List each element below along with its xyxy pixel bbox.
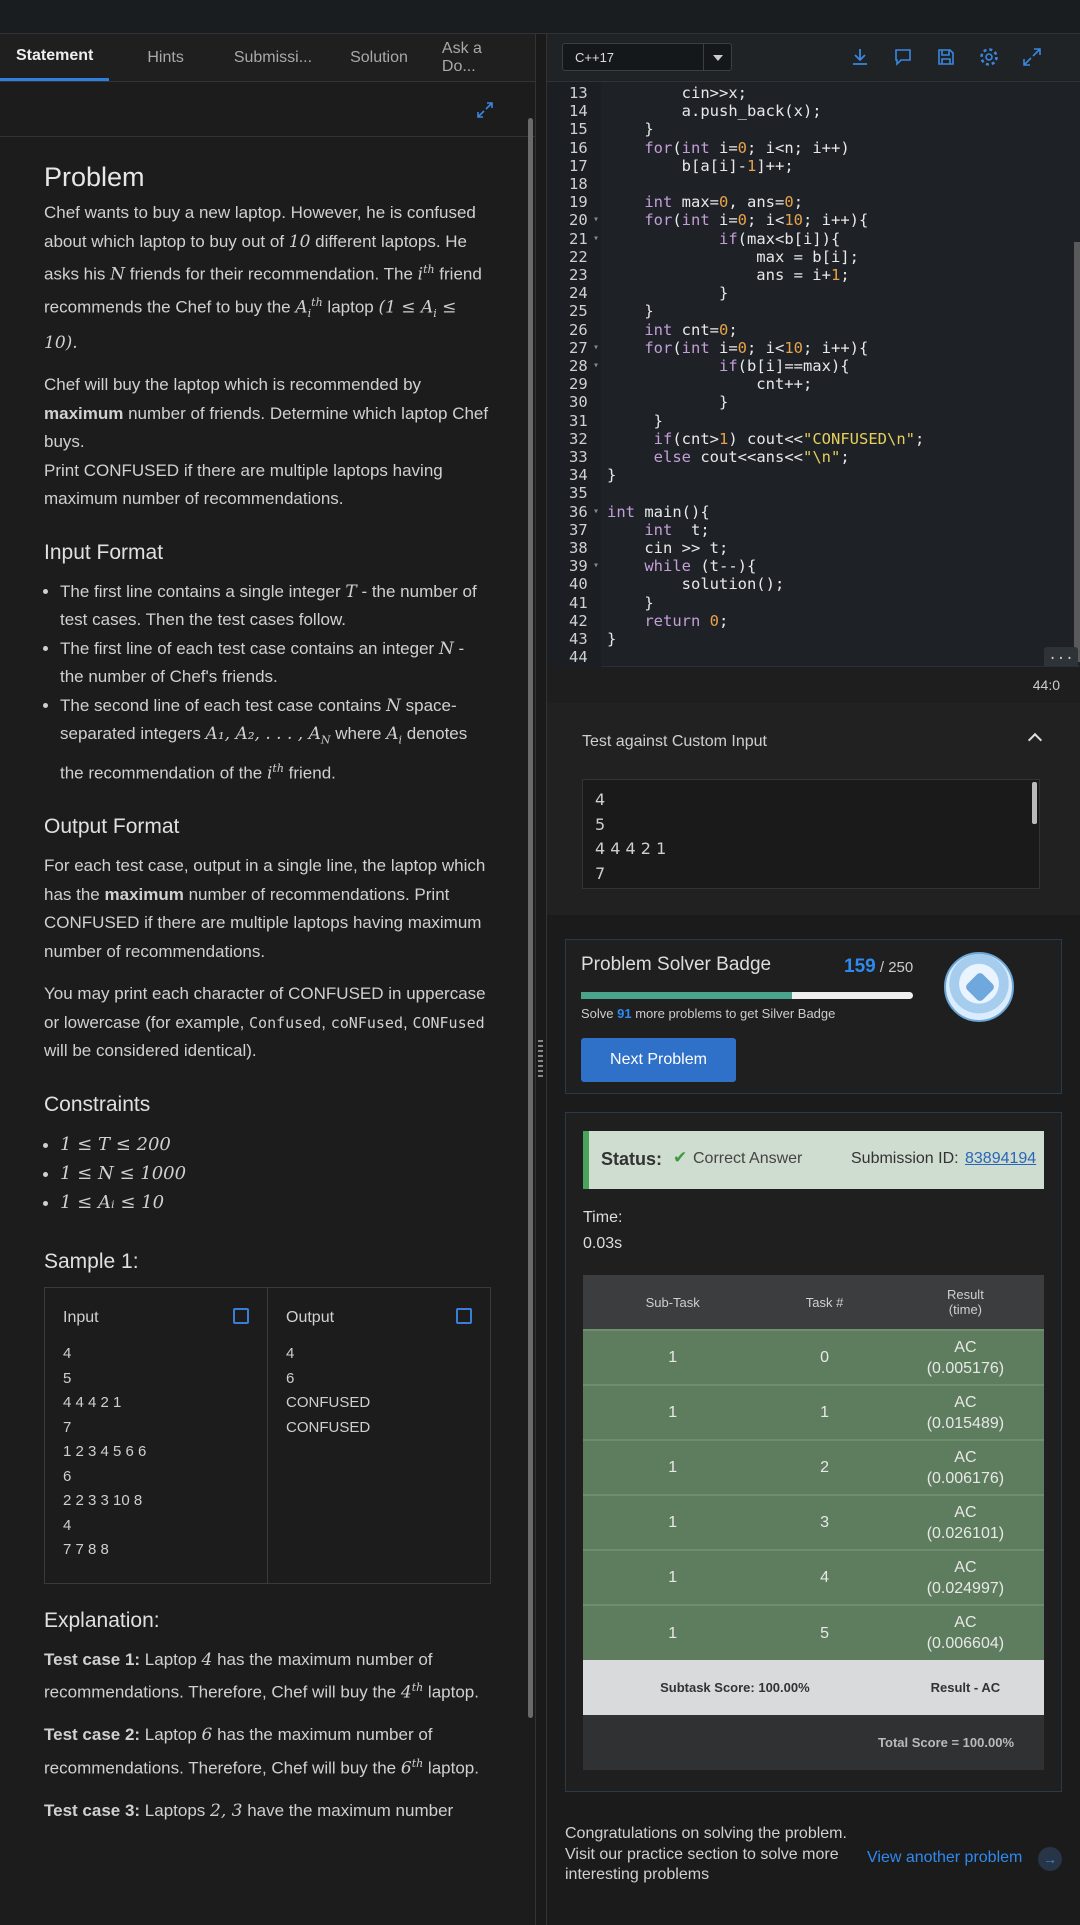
code-text: if(max<b[i]){ xyxy=(718,229,841,248)
code-text: } xyxy=(607,284,729,303)
result-cell: AC (0.006604) xyxy=(887,1605,1044,1660)
check-icon: ✔ xyxy=(673,1148,688,1167)
constraints-title: Constraints xyxy=(44,1092,151,1116)
result-table xyxy=(583,1275,1044,1770)
line-number: 28 xyxy=(569,357,588,375)
status-value: Correct Answer xyxy=(693,1150,803,1167)
code-text: } xyxy=(607,593,654,612)
line-number: 17 xyxy=(569,156,588,175)
line-number: 35 xyxy=(569,484,588,503)
code-text: for(int i=0; i<n; i++) xyxy=(644,138,850,157)
line-number: 38 xyxy=(569,539,588,557)
code-text: b[a[i]-1]++; xyxy=(607,156,794,175)
task-cell: 5 xyxy=(762,1605,886,1660)
line-number: 41 xyxy=(569,593,588,612)
result-cell: AC (0.026101) xyxy=(887,1495,1044,1550)
badge-progress-fill xyxy=(581,992,792,999)
tab-ask-doubt[interactable]: Ask a Do... xyxy=(441,39,482,75)
badge-hint: Solve 91 more problems to get Silver Badge xyxy=(581,1006,836,1021)
list-item: • 1 ≤ T ≤ 200 xyxy=(60,1130,491,1159)
list-item: • The first line contains a single integer T - the number of test cases. Then the test cases follow. xyxy=(60,578,491,635)
drag-handle-icon[interactable] xyxy=(538,1040,543,1080)
copy-output-icon[interactable] xyxy=(456,1308,472,1324)
input-format-title: Input Format xyxy=(44,540,164,564)
time-label: Time: xyxy=(583,1209,623,1226)
status-label: Status: xyxy=(601,1149,663,1169)
table-row xyxy=(583,1495,1044,1550)
sample-input-line: 5 xyxy=(63,1369,72,1387)
next-problem-button[interactable]: Next Problem xyxy=(581,1038,736,1082)
top-bar xyxy=(0,0,1080,34)
line-number: 43 xyxy=(569,630,588,648)
subtask-cell: 1 xyxy=(583,1605,762,1660)
subtask-cell: 1 xyxy=(583,1330,762,1385)
language-select[interactable] xyxy=(562,43,732,71)
subtask-cell: 1 xyxy=(583,1440,762,1495)
code-text: cnt++; xyxy=(607,375,813,394)
header-task: Task # xyxy=(762,1275,886,1330)
custom-input-line: 5 xyxy=(595,814,606,834)
code-text: } xyxy=(607,411,663,430)
table-row xyxy=(583,1550,1044,1605)
code-text: cin>>x; xyxy=(607,84,747,102)
line-number: 26 xyxy=(569,320,588,339)
result-cell: AC (0.006176) xyxy=(887,1440,1044,1495)
code-text: for(int i=0; i<10; i++){ xyxy=(644,338,869,357)
sample-input-line: 4 xyxy=(63,1345,72,1363)
custom-input-field[interactable] xyxy=(582,779,1040,889)
chevron-down-icon xyxy=(703,44,731,70)
code-text: } xyxy=(607,466,617,485)
problem-statement xyxy=(0,137,535,1826)
time-value: 0.03s xyxy=(583,1235,623,1252)
table-row xyxy=(583,1605,1044,1660)
line-number: 19 xyxy=(569,193,588,212)
line-number: 21 xyxy=(569,229,588,248)
line-number: 29 xyxy=(569,375,588,394)
code-text: } xyxy=(607,393,729,412)
line-number: 32 xyxy=(569,429,588,448)
custom-input-line: 4 xyxy=(595,790,606,809)
sample-input-line: 4 xyxy=(63,1516,72,1534)
line-number: 39 xyxy=(569,557,588,576)
cursor-position-bar xyxy=(547,667,1080,703)
status-bar xyxy=(583,1131,1044,1189)
statement-scrollbar[interactable] xyxy=(528,118,533,1718)
code-text: cin >> t; xyxy=(607,539,729,557)
save-icon[interactable] xyxy=(935,46,957,68)
sample-output-line: 4 xyxy=(286,1345,295,1363)
custom-input-line: 7 xyxy=(595,863,606,883)
subtask-cell: 1 xyxy=(583,1495,762,1550)
task-cell: 4 xyxy=(762,1550,886,1605)
custom-input-title[interactable]: Test against Custom Input xyxy=(582,733,767,750)
fold-arrow-icon[interactable]: ▾ xyxy=(593,214,600,226)
tab-hints[interactable]: Hints xyxy=(147,48,184,66)
line-number: 36 xyxy=(569,502,588,521)
line-number: 22 xyxy=(569,247,588,266)
code-text: a.push_back(x); xyxy=(607,102,822,121)
task-cell: 1 xyxy=(762,1385,886,1440)
line-number: 40 xyxy=(569,575,588,594)
subtask-cell: 1 xyxy=(583,1550,762,1605)
output-paragraph-2: You may print each character of CONFUSED in uppercase or lowercase (for example, Confused, coNFused, CONFused will be considered identical). xyxy=(44,984,486,1061)
submission-result xyxy=(565,1112,1062,1792)
task-cell: 3 xyxy=(762,1495,886,1550)
line-number: 34 xyxy=(569,466,588,485)
header-result: Result (time) xyxy=(887,1275,1044,1330)
sample-input-line: 7 7 8 8 xyxy=(63,1541,109,1559)
total-score-row xyxy=(583,1715,1044,1770)
explanation-title: Explanation: xyxy=(44,1608,160,1632)
output-paragraph-1: For each test case, output in a single line, the laptop which has the maximum number of recommendations. Print CONFUSED if there are multiple laptops having maximum number of recommendations. xyxy=(44,856,486,961)
code-text: if(cnt>1) cout<<"CONFUSED\n"; xyxy=(653,429,925,448)
tab-submissions[interactable]: Submissi... xyxy=(233,48,313,66)
sample-input-line: 1 2 3 4 5 6 6 xyxy=(63,1443,147,1461)
list-item: • The first line of each test case contains an integer N - the number of Chef's friends. xyxy=(60,635,491,692)
fold-arrow-icon[interactable]: ▾ xyxy=(593,505,600,517)
code-text: for(int i=0; i<10; i++){ xyxy=(644,211,869,230)
comment-icon[interactable] xyxy=(892,46,914,68)
problem-solver-badge xyxy=(565,939,1062,1094)
explanation-tc3: Test case 3: Laptops 2, 3 have the maximum number xyxy=(44,1801,454,1822)
cursor-position: 44:0 xyxy=(1032,677,1060,693)
editor-pane xyxy=(547,34,1080,1925)
line-number: 23 xyxy=(569,266,588,284)
code-scrollbar[interactable] xyxy=(1074,242,1080,662)
pane-divider[interactable] xyxy=(535,34,547,1925)
code-text: ans = i+1; xyxy=(607,266,850,284)
fold-arrow-icon[interactable]: ▾ xyxy=(593,560,600,572)
code-text: else cout<<ans<<"\n"; xyxy=(653,448,850,466)
arrow-right-icon[interactable]: → xyxy=(1038,1847,1062,1871)
tab-statement[interactable]: Statement xyxy=(0,34,109,81)
result-cell: AC (0.024997) xyxy=(887,1550,1044,1605)
code-text: max = b[i]; xyxy=(607,247,859,266)
line-number: 24 xyxy=(569,284,588,303)
code-text: return 0; xyxy=(644,611,729,630)
custom-input-line: 4 4 4 2 1 xyxy=(595,839,667,858)
view-another-problem-link[interactable]: View another problem xyxy=(867,1849,1023,1866)
code-text: while (t--){ xyxy=(644,557,757,576)
code-text: int max=0, ans=0; xyxy=(644,193,804,212)
custom-input-scrollbar[interactable] xyxy=(1032,782,1037,824)
task-cell: 0 xyxy=(762,1330,886,1385)
statement-toolbar xyxy=(0,82,535,137)
problem-tabs xyxy=(0,34,535,82)
code-text: int t; xyxy=(644,520,710,539)
line-number: 13 xyxy=(569,84,588,102)
download-icon[interactable] xyxy=(849,46,871,68)
badge-progress-bar xyxy=(581,992,913,999)
submission-id-label: Submission ID: xyxy=(851,1150,959,1167)
list-item: • 1 ≤ N ≤ 1000 xyxy=(60,1159,491,1188)
result-cell: AC (0.005176) xyxy=(887,1330,1044,1385)
tab-solution[interactable]: Solution xyxy=(350,48,408,66)
code-text: } xyxy=(607,302,654,321)
sample-title: Sample 1: xyxy=(44,1249,139,1273)
subtask-cell: 1 xyxy=(583,1385,762,1440)
fold-arrow-icon[interactable]: ▾ xyxy=(593,232,600,244)
language-value: C++17 xyxy=(575,50,615,65)
output-format-title: Output Format xyxy=(44,815,180,839)
custom-input-panel xyxy=(547,703,1080,915)
silver-badge-icon xyxy=(944,952,1014,1022)
total-score: Total Score = 100.00% xyxy=(583,1715,1044,1770)
editor-toolbar xyxy=(547,34,1080,82)
line-number: 42 xyxy=(569,611,588,630)
line-number: 27 xyxy=(569,338,588,357)
statement-paragraph-1: Chef wants to buy a new laptop. However, he is confused about which laptop to buy out of 10 different laptops. He asks his N friends for their recommendation. The $i^{th}$ friend recommends the Chef to buy the $A_i^{th}$ laptop $(1 \le A_i \le 10)$. xyxy=(44,203,482,353)
submission-id-link[interactable]: 83894194 xyxy=(965,1150,1037,1167)
fold-arrow-icon[interactable]: ▾ xyxy=(593,341,600,353)
badge-score: 159 / 250 xyxy=(844,956,914,977)
sample-input-label: Input xyxy=(63,1308,99,1326)
congrats-message: Congratulations on solving the problem. Visit our practice section to solve more interesting problems xyxy=(565,1825,847,1883)
code-editor[interactable] xyxy=(547,82,1080,667)
expand-icon[interactable] xyxy=(475,100,495,120)
sample-box xyxy=(44,1287,491,1584)
subtask-score-row xyxy=(583,1660,1044,1715)
line-number: 37 xyxy=(569,520,588,539)
line-number: 20 xyxy=(569,211,588,230)
task-cell: 2 xyxy=(762,1440,886,1495)
statement-paragraph-2: Chef will buy the laptop which is recommended by maximum number of friends. Determine which laptop Chef buys. xyxy=(44,375,489,452)
constraints-list xyxy=(44,1130,491,1217)
input-format-list xyxy=(44,578,491,789)
sample-input-line: 4 4 4 2 1 xyxy=(63,1394,122,1412)
line-number: 31 xyxy=(569,411,588,430)
code-text: if(b[i]==max){ xyxy=(718,357,850,375)
sample-output-line: CONFUSED xyxy=(286,1394,371,1412)
table-row xyxy=(583,1385,1044,1440)
subtask-result: Result - AC xyxy=(887,1660,1044,1715)
line-number: 44 xyxy=(569,648,588,667)
code-text: } xyxy=(607,630,617,648)
list-item: • 1 ≤ Aᵢ ≤ 10 xyxy=(60,1188,491,1217)
line-number: 33 xyxy=(569,448,588,466)
more-options-button[interactable]: ... xyxy=(1044,647,1078,669)
sample-input-line: 2 2 3 3 10 8 xyxy=(63,1492,143,1510)
fold-arrow-icon[interactable]: ▾ xyxy=(593,360,600,371)
badge-title: Problem Solver Badge xyxy=(581,954,772,975)
table-row xyxy=(583,1330,1044,1385)
subtask-score: Subtask Score: 100.00% xyxy=(583,1660,887,1715)
sample-output-line: 6 xyxy=(286,1369,295,1387)
list-item: • The second line of each test case contains N space-separated integers A₁, A₂, . . . , $A_N$ where $A_i$ denotes the recommendation of the $i^{th}$ friend. xyxy=(60,692,491,789)
explanation-tc2: Test case 2: Laptop 6 has the maximum number of recommendations. Therefore, Chef will buy the 6th laptop. xyxy=(44,1725,479,1779)
header-subtask: Sub-Task xyxy=(583,1275,762,1330)
code-text: solution(); xyxy=(607,575,785,594)
explanation-tc1: Test case 1: Laptop 4 has the maximum number of recommendations. Therefore, Chef will buy the 4th laptop. xyxy=(44,1649,479,1703)
line-number: 25 xyxy=(569,302,588,321)
sample-output-line: CONFUSED xyxy=(286,1418,371,1436)
chevron-up-icon[interactable] xyxy=(1028,733,1042,747)
sample-output-label: Output xyxy=(286,1308,335,1326)
line-number: 30 xyxy=(569,393,588,412)
code-text: } xyxy=(607,120,654,139)
gear-icon[interactable] xyxy=(978,46,1000,68)
problem-pane xyxy=(0,34,535,1925)
code-text: int cnt=0; xyxy=(644,320,738,339)
code-text: int main(){ xyxy=(607,502,710,521)
line-number: 15 xyxy=(569,120,588,139)
copy-input-icon[interactable] xyxy=(233,1308,249,1324)
fullscreen-icon[interactable] xyxy=(1021,46,1043,68)
line-number: 14 xyxy=(569,102,588,121)
sample-input xyxy=(45,1288,268,1583)
line-number: 16 xyxy=(569,138,588,157)
result-cell: AC (0.015489) xyxy=(887,1385,1044,1440)
sample-input-line: 7 xyxy=(63,1418,72,1436)
line-number: 18 xyxy=(569,175,588,193)
table-row xyxy=(583,1440,1044,1495)
sample-output xyxy=(268,1288,490,1583)
statement-paragraph-3: Print CONFUSED if there are multiple laptops having maximum number of recommendations. xyxy=(44,460,443,509)
problem-title: Problem xyxy=(44,162,145,192)
sample-input-line: 6 xyxy=(63,1467,72,1485)
